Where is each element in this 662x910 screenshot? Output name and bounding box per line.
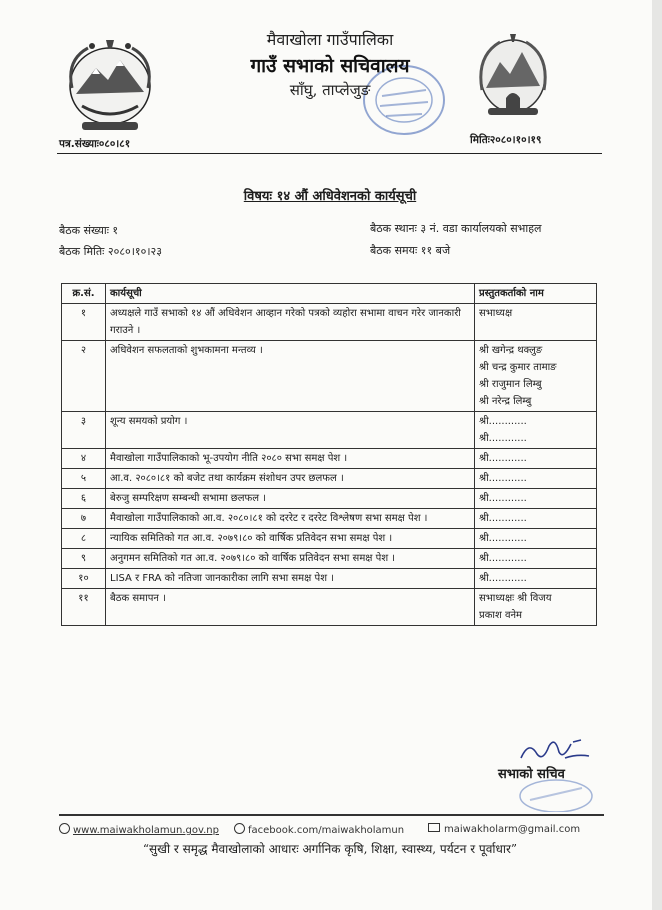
- office-name: गाउँ सभाको सचिवालय: [250, 55, 410, 77]
- table-row: [62, 529, 597, 549]
- footer-facebook[interactable]: facebook.com/maiwakholamun: [234, 823, 404, 836]
- row-serial: ८: [62, 529, 106, 549]
- row-agenda: न्यायिक समितिको गत आ.व. २०७९।८० को वार्षिक प्रतिवेदन सभा समक्ष पेश ।: [106, 529, 475, 549]
- footer-email[interactable]: maiwakholarm@gmail.com: [428, 823, 580, 835]
- row-agenda: बैठक समापन ।: [106, 589, 475, 626]
- header-divider: [57, 153, 602, 154]
- footer-slogan: “सुखी र समृद्ध मैवाखोलाको आधारः अर्गानिक कृषि, शिक्षा, स्वास्थ्य, पर्यटन र पूर्वाधार”: [142, 842, 518, 856]
- meeting-venue: बैठक स्थानः ३ नं. वडा कार्यालयको सभाहल: [370, 222, 542, 235]
- signatory-title: सभाको सचिव: [498, 767, 565, 782]
- row-presenter: श्री खगेन्द्र थक्लुङ श्री चन्द्र कुमार तामाङ श्री राजुमान लिम्बु श्री नरेन्द्र लिम्बु: [475, 341, 597, 412]
- row-presenter: श्री............: [475, 509, 597, 529]
- row-serial: ९: [62, 549, 106, 569]
- row-agenda: अनुगमन समितिको गत आ.व. २०७९।८० को वार्षिक प्रतिवेदन सभा समक्ष पेश ।: [106, 549, 475, 569]
- footer-divider: [59, 814, 604, 816]
- row-presenter: श्री............: [475, 569, 597, 589]
- municipality-name: मैवाखोला गाउँपालिका: [266, 30, 394, 49]
- header-agenda: कार्यसूची: [106, 284, 475, 304]
- secretary-signature: [515, 732, 595, 768]
- row-serial: २: [62, 341, 106, 412]
- table-row: [62, 341, 597, 412]
- meeting-time: बैठक समयः ११ बजे: [370, 244, 451, 257]
- table-row: [62, 304, 597, 341]
- row-presenter: श्री............: [475, 549, 597, 569]
- row-presenter: श्री............: [475, 449, 597, 469]
- agenda-table: [61, 283, 597, 626]
- office-place: साँघु, ताप्लेजुङ: [289, 81, 371, 99]
- row-presenter: श्री............: [475, 489, 597, 509]
- mail-icon: [428, 823, 440, 832]
- agenda-header-row: [62, 284, 597, 304]
- row-serial: ३: [62, 412, 106, 449]
- facebook-icon: [234, 823, 245, 834]
- meeting-date: बैठक मितिः २०८०।१०।२३: [59, 245, 162, 258]
- table-row: [62, 589, 597, 626]
- reference-number: पत्र.संख्याः०८०।८१: [59, 138, 131, 150]
- row-serial: १०: [62, 569, 106, 589]
- row-agenda: LISA र FRA को नतिजा जानकारीका लागि सभा समक्ष पेश ।: [106, 569, 475, 589]
- row-presenter: श्री............: [475, 529, 597, 549]
- header-presenter: प्रस्तुतकर्ताको नाम: [475, 284, 597, 304]
- footer-website[interactable]: www.maiwakholamun.gov.np: [59, 823, 219, 836]
- subject-heading: विषयः १४ औं अधिवेशनको कार्यसूची: [243, 189, 417, 204]
- row-agenda: मैवाखोला गाउँपालिकाको आ.व. २०८०।८१ को दररेट र दररेट विश्लेषण सभा समक्ष पेश ।: [106, 509, 475, 529]
- table-row: [62, 449, 597, 469]
- row-serial: ५: [62, 469, 106, 489]
- row-presenter: सभाध्यक्षः श्री विजय प्रकाश वनेम: [475, 589, 597, 626]
- table-row: [62, 549, 597, 569]
- row-presenter: श्री............ श्री............: [475, 412, 597, 449]
- letter-date: मितिः२०८०।१०।१९: [470, 134, 542, 146]
- row-serial: ६: [62, 489, 106, 509]
- row-serial: १: [62, 304, 106, 341]
- table-row: [62, 469, 597, 489]
- header-serial: क्र.सं.: [62, 284, 106, 304]
- row-agenda: अध्यक्षले गाउँ सभाको १४ औं अधिवेशन आव्हान गरेको पत्रको व्यहोरा सभामा वाचन गरेर जानकारी गराउने ।: [106, 304, 475, 341]
- row-agenda: शून्य समयको प्रयोग ।: [106, 412, 475, 449]
- row-serial: ११: [62, 589, 106, 626]
- row-serial: ४: [62, 449, 106, 469]
- secretary-stamp: [516, 770, 596, 812]
- row-presenter: सभाध्यक्ष: [475, 304, 597, 341]
- table-row: [62, 412, 597, 449]
- row-agenda: अधिवेशन सफलताको शुभकामना मन्तव्य ।: [106, 341, 475, 412]
- row-presenter: श्री............: [475, 469, 597, 489]
- row-agenda: बेरुजु सम्परिक्षण सम्बन्धी सभामा छलफल ।: [106, 489, 475, 509]
- table-row: [62, 569, 597, 589]
- table-row: [62, 489, 597, 509]
- meeting-number: बैठक संख्याः १: [59, 224, 119, 237]
- nepal-emblem-logo: [62, 30, 158, 136]
- row-serial: ७: [62, 509, 106, 529]
- row-agenda: मैवाखोला गाउँपालिकाको भू-उपयोग नीति २०८० सभा समक्ष पेश ।: [106, 449, 475, 469]
- globe-icon: [59, 823, 70, 834]
- row-agenda: आ.व. २०८०।८१ को बजेट तथा कार्यक्रम संशोधन उपर छलफल ।: [106, 469, 475, 489]
- table-row: [62, 509, 597, 529]
